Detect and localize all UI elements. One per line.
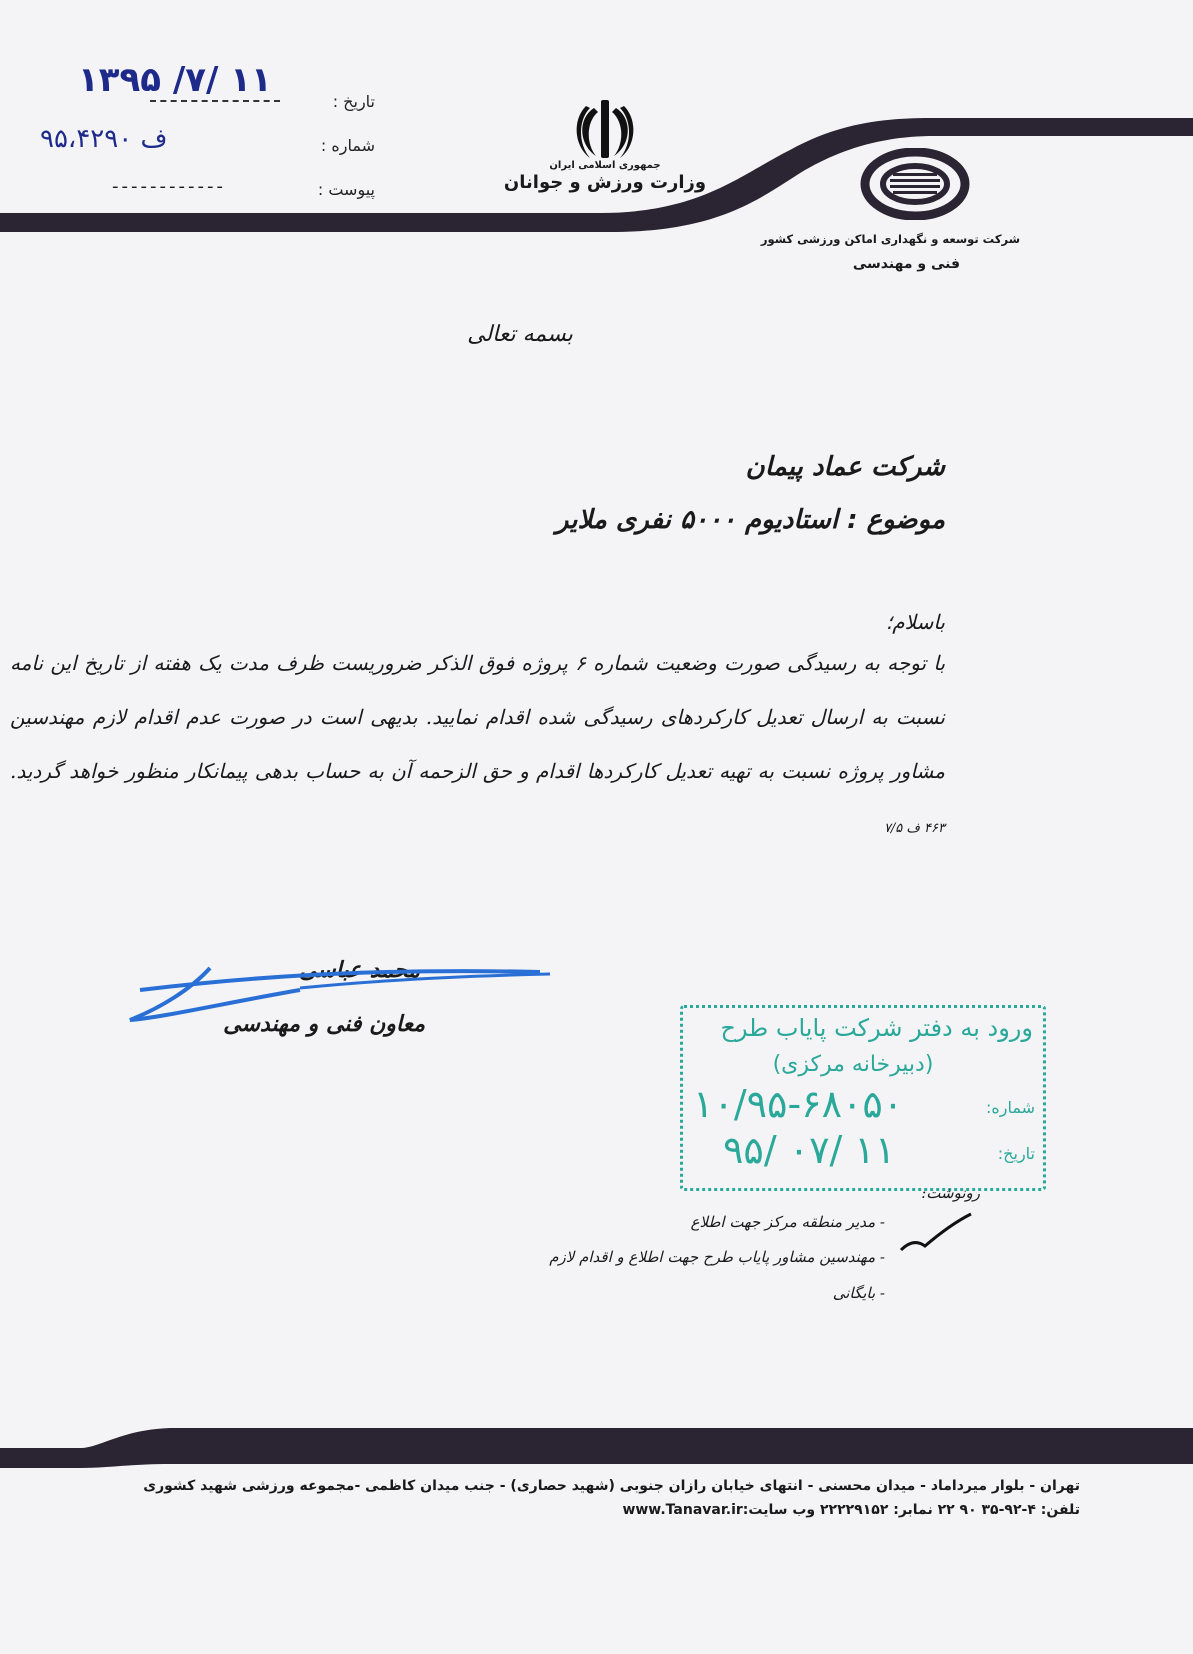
number-label: شماره :	[320, 136, 375, 155]
invocation: بسمه تعالی	[467, 322, 573, 347]
company-logo-icon	[860, 148, 970, 220]
letter-body-text: با توجه به رسیدگی صورت وضعیت شماره ۶ پروژه فوق الذکر ضروریست ظرف مدت یک هفته از تاریخ این نامه نسبت به ارسال تعدیل کارکردهای رسیدگی شده اقدام نمایید. بدیهی است در صورت عدم اقدام لازم مهندسین مشاور پروژه نسبت به تهیه تعدیل کارکردها اقدام و حق الزحمه آن به حساب بدهی پیمانکار منظور خواهد گردید.	[10, 651, 946, 783]
company-department: فنی و مهندسی	[852, 256, 960, 272]
date-label: تاریخ :	[332, 92, 375, 111]
footer-address: تهران - بلوار میرداماد - میدان محسنی - انتهای خیابان رازان جنوبی (شهید حصاری) - جنب میدان کاظمی -مجموعه ورزشی شهید کشوری	[143, 1478, 1080, 1494]
stamp-number-value: ۱۰/۹۵-۶۸۰۵۰	[693, 1082, 904, 1126]
stamp-date-label: تاریخ:	[997, 1144, 1035, 1163]
signatory-name: محمد عباسی	[298, 958, 420, 983]
footer-contact: تلفن: ۴-۹۲-۳۵ ۹۰ ۲۲ نمابر: ۲۲۲۲۹۱۵۲ وب سایت:www.Tanavar.ir	[622, 1502, 1080, 1518]
subject: موضوع : استادیوم ۵۰۰۰ نفری ملایر	[555, 505, 945, 535]
checkmark-icon	[895, 1210, 975, 1260]
date-value: ۱۳۹۵ /۷/ ۱۱	[78, 60, 272, 100]
stamp-date-value: ۹۵/ ۰۷/ ۱۱	[723, 1128, 896, 1172]
receipt-stamp	[680, 1005, 1046, 1191]
cc-item: - مدیر منطقه مرکز جهت اطلاع	[690, 1213, 885, 1231]
number-value: ۹۵،۴۲۹۰ ف	[40, 124, 168, 154]
attachment-label: پیوست :	[317, 180, 375, 199]
iran-emblem-icon	[572, 96, 638, 162]
stamp-line2: (دبیرخانه مرکزی)	[772, 1052, 934, 1077]
greeting: باسلام؛	[885, 610, 945, 634]
ministry-country: جمهوری اسلامی ایران	[549, 160, 661, 171]
cc-item: - مهندسین مشاور پایاب طرح جهت اطلاع و اقدام لازم	[549, 1248, 885, 1266]
date-underline	[150, 100, 280, 102]
cc-item: - بایگانی	[832, 1284, 885, 1302]
letter-body	[10, 636, 945, 856]
cc-title: رونوشت:	[921, 1184, 980, 1202]
company-name: شرکت توسعه و نگهداری اماکن ورزشی کشور	[760, 232, 1020, 246]
handwritten-signature	[120, 950, 560, 1040]
signatory-title: معاون فنی و مهندسی	[223, 1012, 425, 1037]
reference-note: ۴۶۳ ف ۷/۵	[883, 821, 945, 836]
stamp-number-label: شماره:	[985, 1098, 1035, 1117]
attachment-value: ------------	[112, 176, 226, 197]
recipient: شرکت عماد پیمان	[745, 452, 945, 482]
stamp-line1: ورود به دفتر شرکت پایاب طرح	[720, 1014, 1033, 1042]
ministry-name: وزارت ورزش و جوانان	[503, 172, 707, 193]
